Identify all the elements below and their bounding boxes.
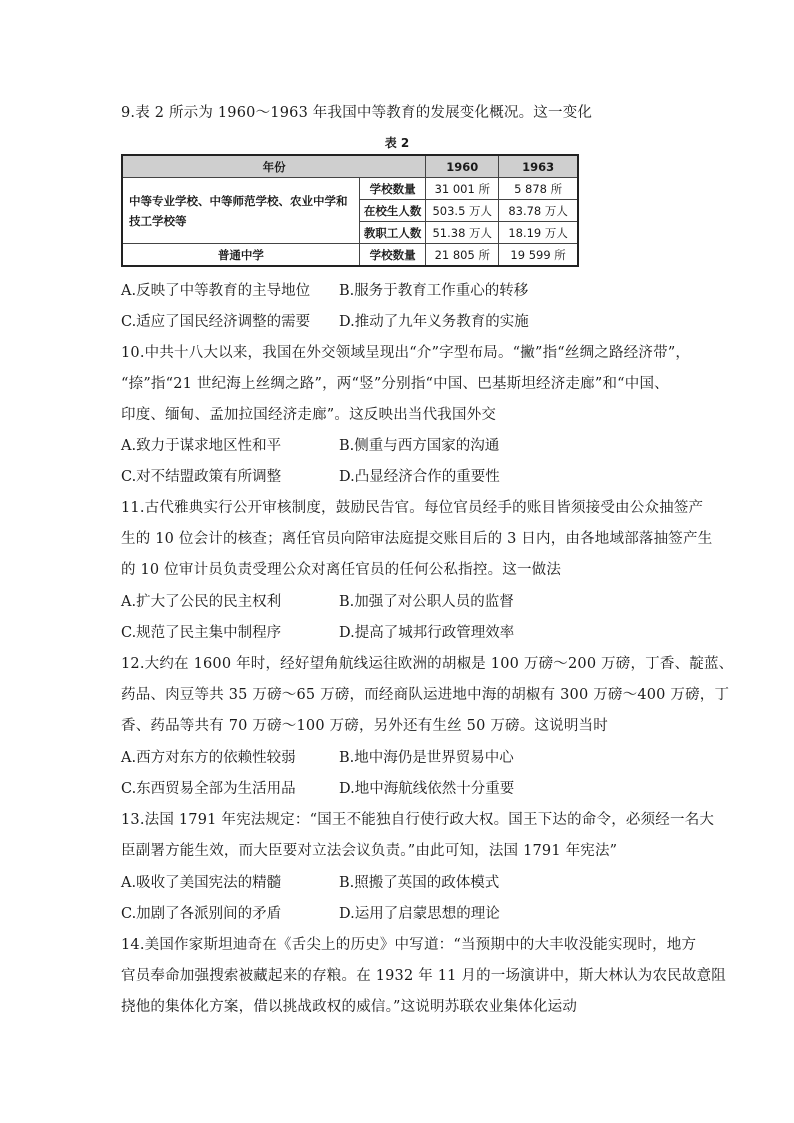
option-a[interactable]: A.西方对东方的依赖性较弱 [121, 750, 296, 766]
q9-stem: 9.表 2 所示为 1960～1963 年我国中等教育的发展变化概况。这一变化 [121, 105, 593, 121]
group1-label-line1: 中等专业学校、中等师范学校、农业中学和 [129, 193, 348, 208]
q10-options-row2 [121, 468, 500, 486]
q14-stem-line2: 官员奉命加强搜索被藏起来的存粮。在 1932 年 11 月的一场演讲中，斯大林认为农民故意阻 [121, 968, 726, 984]
value-cell: 21 805 所 [426, 244, 499, 267]
q12-options-row1 [121, 749, 514, 767]
q11-options-row1 [121, 593, 514, 611]
q11-stem-line3: 的 10 位审计员负责受理公众对离任官员的任何公私指控。这一做法 [121, 562, 562, 578]
option-d[interactable]: D.运用了启蒙思想的理论 [339, 906, 500, 922]
value-cell: 31 001 所 [426, 178, 499, 200]
option-c[interactable]: C.东西贸易全部为生活用品 [121, 781, 296, 797]
value-cell: 51.38 万人 [426, 222, 499, 244]
option-a[interactable]: A.致力于谋求地区性和平 [121, 438, 282, 454]
table-row [122, 244, 578, 267]
table-header-row [122, 155, 578, 178]
metric-cell: 在校生人数 [359, 200, 426, 222]
option-d[interactable]: D.凸显经济合作的重要性 [339, 469, 500, 485]
q14-stem-line1: 14.美国作家斯坦迪奇在《舌尖上的历史》中写道：“当预期中的大丰收没能实现时，地方 [121, 937, 697, 953]
table-row [122, 178, 578, 200]
q10-stem-line3: 印度、缅甸、孟加拉国经济走廊”。这反映出当代我国外交 [121, 407, 497, 423]
q11-stem-line1: 11.古代雅典实行公开审核制度，鼓励民告官。每位官员经手的账目皆须接受由公众抽签产 [121, 500, 704, 516]
option-b[interactable]: B.地中海仍是世界贸易中心 [339, 750, 514, 766]
group2-label: 普通中学 [122, 244, 359, 267]
q12-stem-line2: 药品、肉豆等共 35 万磅～65 万磅，而经商队运进地中海的胡椒有 300 万磅～400 万磅，丁 [121, 687, 730, 703]
value-cell: 83.78 万人 [499, 200, 578, 222]
q12-stem-line3: 香、药品等共有 70 万磅～100 万磅，另外还有生丝 50 万磅。这说明当时 [121, 718, 608, 734]
group1-label-line2: 技工学校等 [129, 213, 187, 228]
q13-stem-line2: 臣副署方能生效，而大臣要对立法会议负责。”由此可知，法国 1791 年宪法” [121, 843, 618, 859]
value-cell: 18.19 万人 [499, 222, 578, 244]
option-c[interactable]: C.对不结盟政策有所调整 [121, 469, 282, 485]
metric-cell: 学校数量 [359, 178, 426, 200]
option-d[interactable]: D.提高了城邦行政管理效率 [339, 625, 515, 641]
option-b[interactable]: B.侧重与西方国家的沟通 [339, 438, 500, 454]
value-cell: 503.5 万人 [426, 200, 499, 222]
header-1960: 1960 [426, 155, 499, 178]
header-year: 年份 [122, 155, 426, 178]
q10-options-row1 [121, 437, 499, 455]
q9-options-row1 [121, 282, 528, 300]
option-d[interactable]: D.推动了九年义务教育的实施 [339, 314, 529, 330]
q12-options-row2 [121, 780, 514, 798]
q12-stem-line1: 12.大约在 1600 年时，经好望角航线运往欧洲的胡椒是 100 万磅～200 万磅，丁香、靛蓝、 [121, 656, 734, 672]
q13-stem-line1: 13.法国 1791 年宪法规定：“国王不能独自行使行政大权。国王下达的命令，必须经一名大 [121, 812, 715, 828]
option-b[interactable]: B.加强了对公职人员的监督 [339, 594, 514, 610]
option-c[interactable]: C.适应了国民经济调整的需要 [121, 314, 311, 330]
metric-cell: 教职工人数 [359, 222, 426, 244]
q11-options-row2 [121, 624, 514, 642]
option-c[interactable]: C.加剧了各派别间的矛盾 [121, 906, 282, 922]
value-cell: 5 878 所 [499, 178, 578, 200]
option-b[interactable]: B.照搬了英国的政体模式 [339, 875, 500, 891]
metric-cell: 学校数量 [359, 244, 426, 267]
option-a[interactable]: A.吸收了美国宪法的精髓 [121, 875, 282, 891]
option-b[interactable]: B.服务于教育工作重心的转移 [339, 283, 529, 299]
q13-options-row1 [121, 874, 499, 892]
q9-options-row2 [121, 313, 529, 331]
table-caption: 表 2 [384, 136, 410, 150]
value-cell: 19 599 所 [499, 244, 578, 267]
q11-stem-line2: 生的 10 位会计的核查；离任官员向陪审法庭提交账目后的 3 日内，由各地域部落抽签产生 [121, 531, 713, 547]
q14-stem-line3: 挠他的集体化方案，借以挑战政权的威信。”这说明苏联农业集体化运动 [121, 999, 578, 1015]
header-1963: 1963 [499, 155, 578, 178]
q10-stem-line1: 10.中共十八大以来，我国在外交领域呈现出“介”字型布局。“撇”指“丝绸之路经济带”， [121, 345, 691, 361]
q10-stem-line2: “捺”指“21 世纪海上丝绸之路”，两“竖”分别指“中国、巴基斯坦经济走廊”和“中国、 [121, 376, 669, 392]
group1-label [122, 178, 359, 244]
education-table [121, 154, 579, 267]
option-a[interactable]: A.反映了中等教育的主导地位 [121, 283, 311, 299]
q13-options-row2 [121, 905, 500, 923]
option-c[interactable]: C.规范了民主集中制程序 [121, 625, 282, 641]
option-a[interactable]: A.扩大了公民的民主权利 [121, 594, 282, 610]
option-d[interactable]: D.地中海航线依然十分重要 [339, 781, 515, 797]
